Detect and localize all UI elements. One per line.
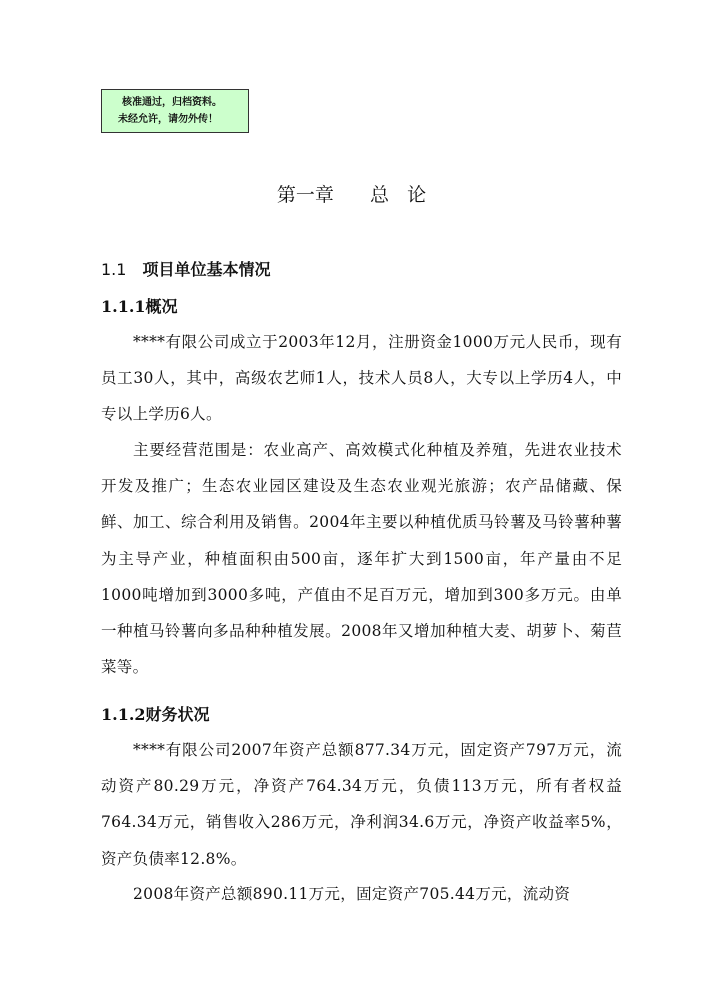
subsection-heading-finance: 1.1.2财务状况 bbox=[101, 705, 210, 724]
paragraph-finance-2007: ****有限公司2007年资产总额877.34万元，固定资产797万元，流动资产80.29万元，净资产764.34万元，负债113万元，所有者权益764.34万元，销售收入286万元，净利润34.6万元，净资产收益率5%，资产负债率12.8%。 bbox=[101, 741, 622, 868]
section-number: 1.1 bbox=[101, 260, 127, 279]
subsection-heading-overview: 1.1.1概况 bbox=[101, 297, 178, 316]
paragraph-overview: ****有限公司成立于2003年12月，注册资金1000万元人民币，现有员工30人，其中，高级农艺师1人，技术人员8人，大专以上学历4人，中专以上学历6人。 bbox=[101, 333, 622, 424]
paragraph-finance-2008: 2008年资产总额890.11万元，固定资产705.44万元，流动资 bbox=[133, 885, 571, 903]
chapter-title: 第一章 总 论 bbox=[276, 184, 427, 206]
section-heading bbox=[101, 257, 270, 280]
paragraph-business-scope: 主要经营范围是：农业高产、高效模式化种植及养殖，先进农业技术开发及推广；生态农业园区建设及生态农业观光旅游；农产品储藏、保鲜、加工、综合利用及销售。2004年主要以种植优质马铃薯及马铃薯种薯为主导产业，种植面积由500亩，逐年扩大到1500亩，年产量由不足1000吨增加到3000多吨，产值由不足百万元，增加到300多万元。由单一种植马铃薯向多品种种植发展。2008年又增加种植大麦、胡萝卜、菊苣菜等。 bbox=[101, 441, 622, 677]
archive-stamp bbox=[101, 89, 249, 133]
stamp-line-1: 核准通过，归档资料。 bbox=[122, 97, 222, 108]
section-title: 项目单位基本情况 bbox=[142, 260, 271, 279]
stamp-line-2: 未经允许，请勿外传！ bbox=[118, 114, 218, 125]
